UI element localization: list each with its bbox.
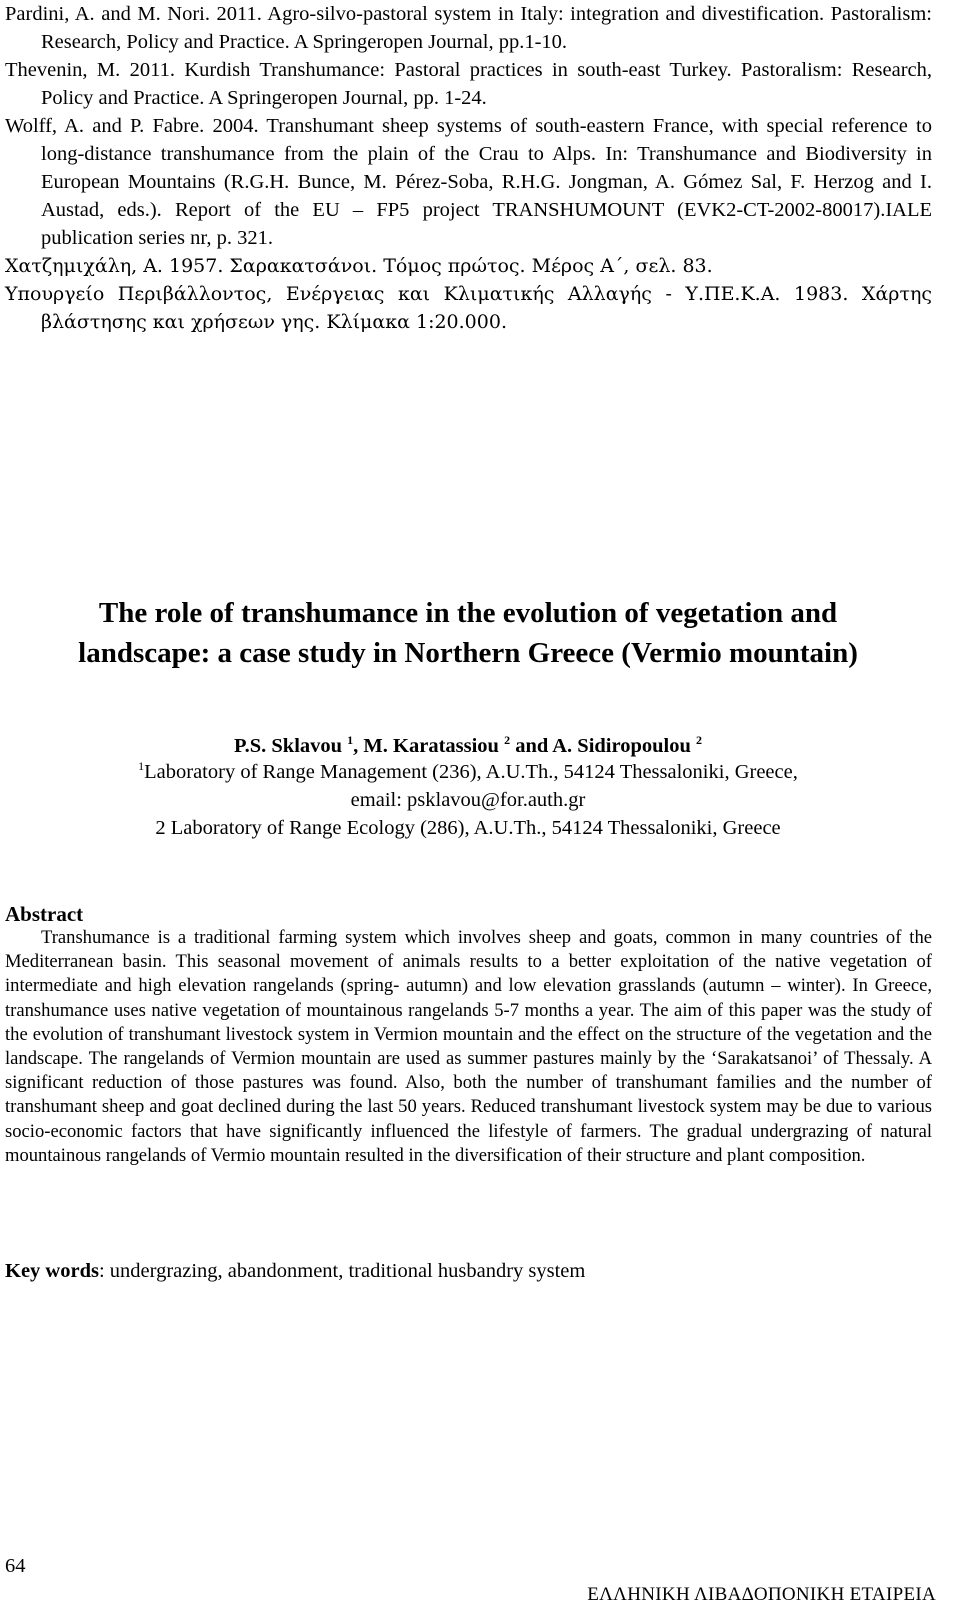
author-separator: and — [510, 735, 553, 757]
author-name: M. Karatassiou — [363, 735, 499, 757]
paper-title-line: landscape: a case study in Northern Greece (Vermio mountain) — [78, 637, 858, 669]
references-list — [5, 0, 932, 336]
abstract-heading: Abstract — [5, 902, 84, 926]
keywords-text: : undergrazing, abandonment, traditional husbandry system — [98, 1260, 586, 1282]
keywords-label: Key words — [5, 1260, 99, 1282]
affiliation-number: 2 — [155, 817, 166, 839]
keywords — [5, 1257, 932, 1285]
author-separator: , — [353, 735, 364, 757]
reference-item: Χατζημιχάλη, Α. 1957. Σαρακατσάνοι. Τόμος πρώτος. Μέρος Α΄, σελ. 83. — [5, 255, 713, 277]
affiliation-marker: 2 — [504, 733, 511, 748]
affiliation-text: Laboratory of Range Management (236), A.U.Th., 54124 Thessaloniki, Greece, — [144, 761, 798, 783]
reference-item: Pardini, A. and M. Nori. 2011. Agro-silvo-pastoral system in Italy: integration and divestification. Pastoralism: Research, Policy and Practice. A Springeropen Journal, pp.1-10. — [5, 3, 932, 53]
author-name: P.S. Sklavou — [233, 735, 343, 757]
affiliation-marker: 1 — [347, 733, 354, 748]
page-number: 64 — [5, 1555, 26, 1577]
reference-item: Wolff, A. and P. Fabre. 2004. Transhumant sheep systems of south-eastern France, with special reference to long-distance transhumance from the plain of the Crau to Alps. In: Transhumance and Biodiversity in European Mountains (R.G.H. Bunce, M. Pérez-Soba, R.H.G. Jongman, A. Gómez Sal, F. Herzog and I. Austad, eds.). Report of the EU – FP5 project TRANSHUMOUNT (EVK2-CT-2002-80017).IALE publication series nr, p. 321. — [5, 115, 932, 249]
paper-title — [0, 593, 936, 673]
affiliation-marker: 1 — [138, 759, 145, 774]
footer-organization: ΕΛΛΗΝΙΚΗ ΛΙΒΑΔΟΠΟΝΙΚΗ ΕΤΑΙΡΕΙΑ — [587, 1584, 936, 1605]
reference-item: Υπουργείο Περιβάλλοντος, Ενέργειας και Κλιματικής Αλλαγής - Υ.ΠΕ.Κ.Α. 1983. Χάρτης βλάστησης και χρήσεων γης. Κλίμακα 1:20.000. — [5, 283, 932, 333]
affiliation-email: email: psklavou@for.auth.gr — [350, 789, 586, 811]
reference-item: Thevenin, M. 2011. Kurdish Transhumance: Pastoral practices in south-east Turkey. Pastoralism: Research, Policy and Practice. A Springeropen Journal, pp. 1-24. — [5, 59, 932, 109]
affiliation-1 — [0, 758, 936, 786]
abstract-body: Transhumance is a traditional farming system which involves sheep and goats, common in many countries of the Mediterranean basin. This seasonal movement of animals results to a better exploitation of the native vegetation of intermediate and high elevation rangelands (spring- autumn) and low elevation grasslands (autumn – winter). In Greece, transhumance uses native vegetation of mountainous rangelands 5-7 months a year. The aim of this paper was the study of the evolution of transhumant livestock system in Vermion mountain and the effect on the structure of the vegetation and the landscape. The rangelands of Vermion mountain are used as summer pastures mainly by the ‘Sarakatsanoi’ of Thessaly. A significant reduction of those pastures was found. Also, both the number of transhumant families and the number of transhumant sheep and goat declined during the last 50 years. Reduced transhumant livestock system may be due to various socio-economic factors that have significantly influenced the lifestyle of farmers. The gradual undergrazing of natural mountainous rangelands of Vermio mountain resulted in the diversification of their structure and plant composition. — [5, 927, 932, 1166]
author-name: A. Sidiropoulou — [552, 735, 691, 757]
author-list — [0, 732, 936, 760]
affiliation-text: Laboratory of Range Ecology (286), A.U.Th., 54124 Thessaloniki, Greece — [165, 817, 781, 839]
affiliation-marker: 2 — [696, 733, 703, 748]
paper-title-line: The role of transhumance in the evolution of vegetation and — [98, 597, 838, 629]
affiliation-2 — [0, 814, 936, 842]
